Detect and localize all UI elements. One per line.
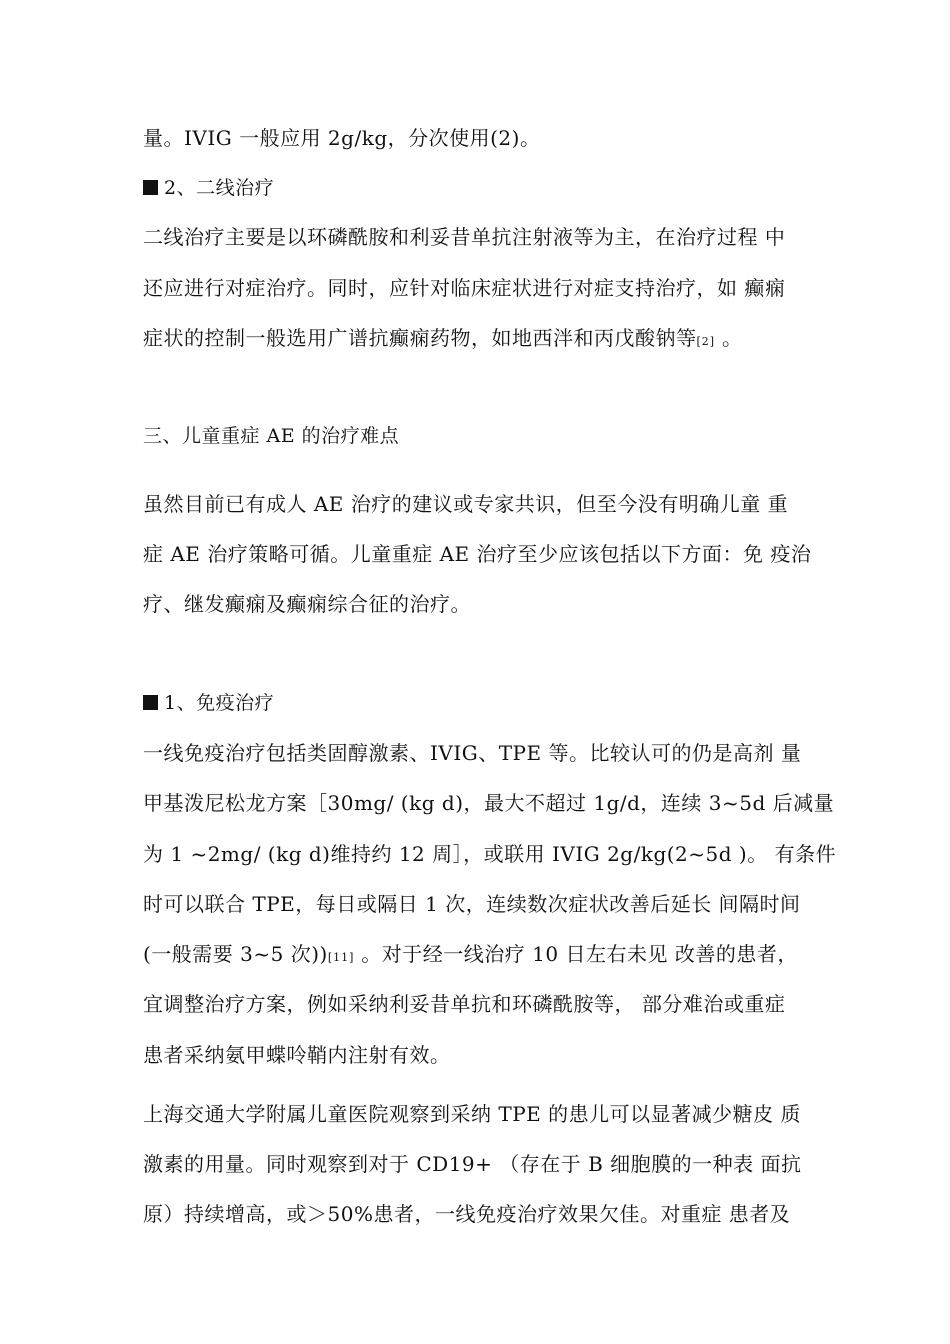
heading-text: 1、免疫治疗: [164, 692, 275, 714]
square-bullet-icon: [143, 180, 158, 195]
text-segment: (一般需要 3~5 次)): [143, 942, 328, 966]
text-line: 为 1 ~2mg/ (kg d)维持约 12 周］，或联用 IVIG 2g/kg(2~5d )。 有条件: [143, 842, 837, 866]
text-line: 虽然目前已有成人 AE 治疗的建议或专家共识，但至今没有明确儿童 重: [143, 492, 789, 516]
text-line: [143, 325, 833, 355]
text-line: 二线治疗主要是以环磷酰胺和利妥昔单抗注射液等为主，在治疗过程 中: [143, 225, 786, 249]
citation-ref: [2]: [696, 335, 716, 348]
text-line: 上海交通大学附属儿童医院观察到采纳 TPE 的患儿可以显著减少糖皮 质: [143, 1102, 801, 1126]
text-line: 量。IVIG 一般应用 2g/kg，分次使用(2)。: [143, 126, 541, 150]
text-segment: 症状的控制一般选用广谱抗癫痫药物，如地西泮和丙戊酸钠等: [143, 326, 697, 350]
square-bullet-icon: [143, 695, 158, 710]
text-line: 疗、继发癫痫及癫痫综合征的治疗。: [143, 592, 471, 616]
text-line: 原）持续增高，或＞50%患者，一线免疫治疗效果欠佳。对重症 患者及: [143, 1202, 791, 1226]
text-line: 患者采纳氨甲蝶呤鞘内注射有效。: [143, 1043, 451, 1067]
text-line: 症 AE 治疗策略可循。儿童重症 AE 治疗至少应该包括以下方面：免 疫治: [143, 542, 812, 566]
citation-ref: [11]: [327, 951, 355, 964]
text-line: 一线免疫治疗包括类固醇激素、IVIG、TPE 等。比较认可的仍是高剂 量: [143, 741, 802, 765]
section-heading-immunotherapy: [143, 690, 833, 716]
heading-text: 2、二线治疗: [164, 177, 275, 199]
text-line: 时可以联合 TPE，每日或隔日 1 次，连续数次症状改善后延长 间隔时间: [143, 892, 801, 916]
section-heading-difficulties: 三、儿童重症 AE 的治疗难点: [143, 425, 400, 447]
text-line: [143, 941, 833, 971]
text-line: 甲基泼尼松龙方案［30mg/ (kg d)，最大不超过 1g/d，连续 3~5d 后减量: [143, 791, 835, 815]
text-segment: 。: [715, 326, 743, 350]
text-line: 还应进行对症治疗。同时，应针对临床症状进行对症支持治疗，如 癫痫: [143, 276, 786, 300]
section-heading-second-line-treatment: [143, 175, 833, 201]
text-line: 宜调整治疗方案，例如采纳利妥昔单抗和环磷酰胺等， 部分难治或重症: [143, 992, 786, 1016]
text-line: 激素的用量。同时观察到对于 CD19+ （存在于 B 细胞膜的一种表 面抗: [143, 1152, 802, 1176]
text-segment: 。对于经一线治疗 10 日左右未见 改善的患者，: [354, 942, 798, 966]
